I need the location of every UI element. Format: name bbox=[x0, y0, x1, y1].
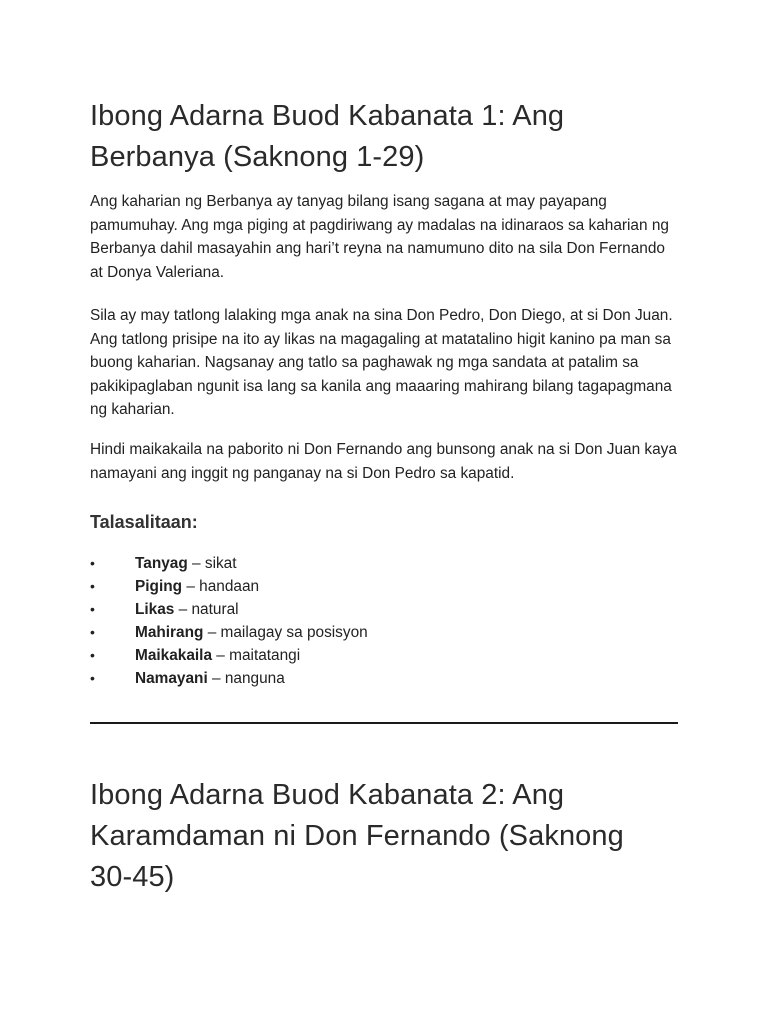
vocabulary-dash: – bbox=[216, 647, 225, 664]
section-1-title: Ibong Adarna Buod Kabanata 1: Ang Berbanya (Saknong 1-29) bbox=[90, 100, 565, 173]
section-1-paragraph-3: Hindi maikakaila na paborito ni Don Fernando ang bunsong anak na si Don Juan kaya namayani ang inggit ng panganay na si Don Pedro sa kapatid. bbox=[90, 441, 677, 482]
section-2-title: Ibong Adarna Buod Kabanata 2: Ang Karamdaman ni Don Fernando (Saknong 30-45) bbox=[90, 779, 624, 893]
vocabulary-item bbox=[90, 575, 678, 598]
vocabulary-dash: – bbox=[178, 601, 188, 618]
vocabulary-meaning: maitatangi bbox=[229, 647, 301, 664]
vocabulary-entry bbox=[135, 667, 285, 690]
section-1-paragraph-1: Ang kaharian ng Berbanya ay tanyag bilang isang sagana at may payapang pamumuhay. Ang mga piging at pagdiriwang ay madalas na idinaraos sa kaharian ng Berbanya dahil masayahin ang hari’t reyna na namumuno dito na sila Don Fernando at Donya Valeriana. bbox=[90, 193, 669, 281]
vocabulary-term: Maikakaila bbox=[135, 647, 213, 664]
vocabulary-meaning: mailagay sa posisyon bbox=[220, 624, 368, 641]
vocabulary-item bbox=[90, 644, 678, 667]
vocabulary-item bbox=[90, 552, 678, 575]
vocabulary-term: Tanyag bbox=[135, 555, 188, 572]
bullet-icon: • bbox=[90, 601, 95, 617]
bullet-icon: • bbox=[90, 647, 95, 663]
vocabulary-meaning: sikat bbox=[204, 555, 237, 572]
vocabulary-entry bbox=[135, 644, 300, 667]
vocabulary-dash: – bbox=[186, 578, 195, 595]
vocabulary-heading: Talasalitaan: bbox=[90, 512, 198, 532]
vocabulary-dash: – bbox=[192, 555, 201, 572]
vocabulary-item bbox=[90, 621, 678, 644]
vocabulary-item bbox=[90, 598, 678, 621]
vocabulary-term: Namayani bbox=[135, 670, 208, 687]
vocabulary-term: Mahirang bbox=[135, 624, 204, 641]
section-1-paragraph-2: Sila ay may tatlong lalaking mga anak na sina Don Pedro, Don Diego, at si Don Juan. Ang tatlong prisipe na ito ay likas na magagaling at matatalino higit kanino pa man sa buong kaharian. Nagsanay ang tatlo sa paghawak ng mga sandata at patalim sa pakikipaglaban ngunit isa lang sa kanila ang maaaring mahirang bilang tagapagmana ng kaharian. bbox=[90, 307, 673, 418]
vocabulary-entry bbox=[135, 552, 237, 575]
vocabulary-meaning: handaan bbox=[199, 578, 260, 595]
bullet-icon: • bbox=[90, 555, 95, 571]
vocabulary-term: Piging bbox=[135, 578, 183, 595]
vocabulary-term: Likas bbox=[135, 601, 175, 618]
vocabulary-item bbox=[90, 667, 678, 690]
bullet-icon: • bbox=[90, 624, 95, 640]
vocabulary-meaning: natural bbox=[191, 601, 239, 618]
vocabulary-dash: – bbox=[207, 624, 217, 641]
vocabulary-entry bbox=[135, 598, 239, 621]
bullet-icon: • bbox=[90, 578, 95, 594]
section-divider bbox=[90, 722, 678, 724]
vocabulary-meaning: nanguna bbox=[224, 670, 285, 687]
vocabulary-dash: – bbox=[212, 670, 221, 687]
bullet-icon: • bbox=[90, 670, 95, 686]
vocabulary-list bbox=[90, 552, 678, 690]
vocabulary-entry bbox=[135, 621, 368, 644]
vocabulary-entry bbox=[135, 575, 259, 598]
